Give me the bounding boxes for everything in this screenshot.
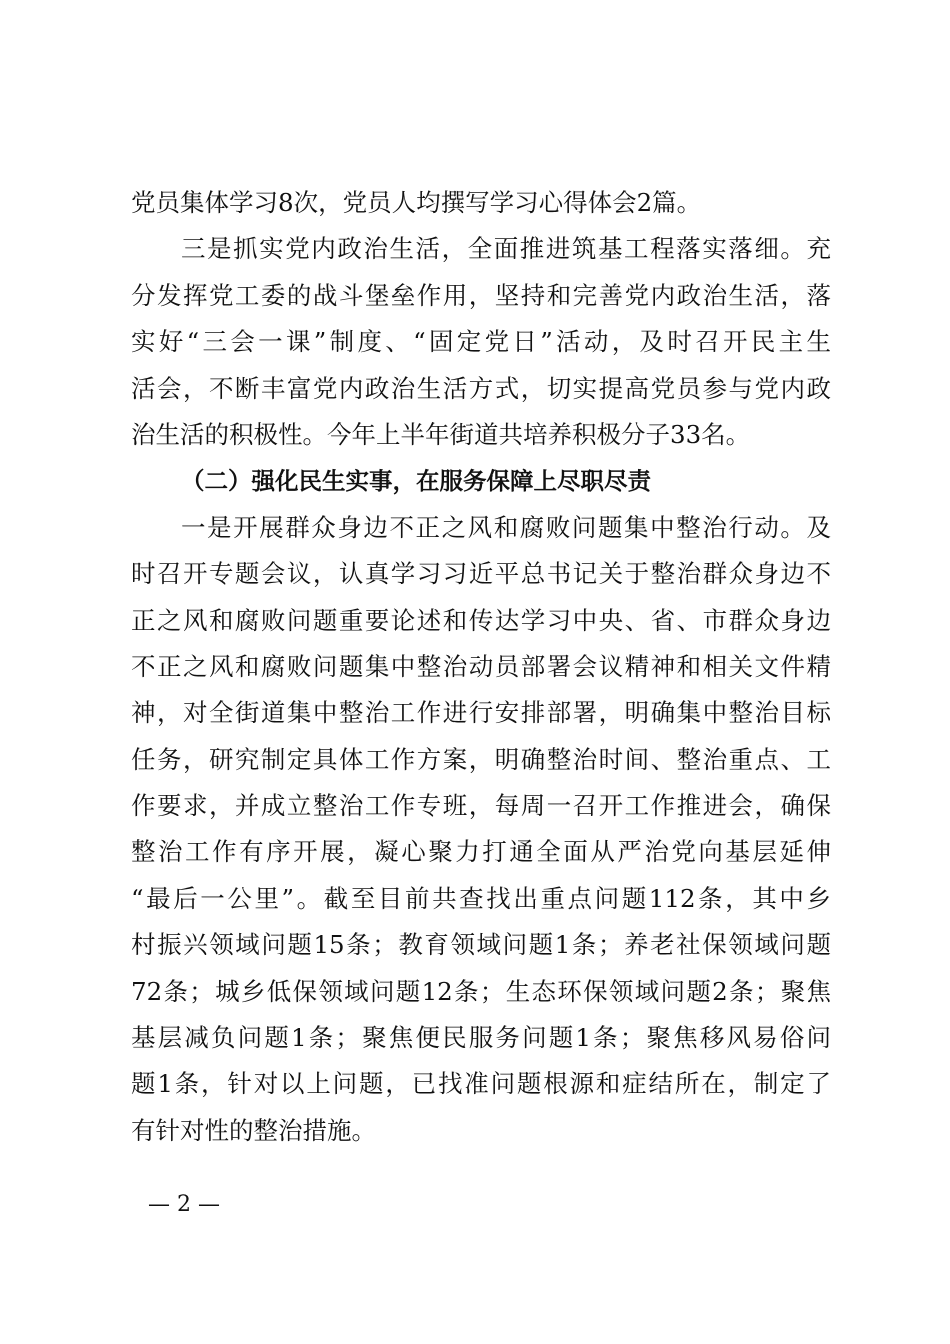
text-line: 神，对全街道集中整治工作进行安排部署，明确集中整治目标 <box>131 698 831 728</box>
text-line: 基层减负问题1条；聚焦便民服务问题1条；聚焦移风易俗问 <box>131 1023 831 1053</box>
text-line: 任务，研究制定具体工作方案，明确整治时间、整治重点、工 <box>131 744 831 774</box>
text-line: 三是抓实党内政治生活，全面推进筑基工程落实落细。充 <box>181 234 831 264</box>
text-line: 实好“三会一课”制度、“固定党日”活动，及时召开民主生 <box>131 327 831 357</box>
text-line: 时召开专题会议，认真学习习近平总书记关于整治群众身边不 <box>131 559 831 589</box>
text-line: 题1条，针对以上问题，已找准问题根源和症结所在，制定了 <box>131 1069 831 1099</box>
text-line: 村振兴领域问题15条；教育领域问题1条；养老社保领域问题 <box>131 930 831 960</box>
page-number: — 2 — <box>148 1192 220 1217</box>
text-line: 不正之风和腐败问题集中整治动员部署会议精神和相关文件精 <box>131 651 831 681</box>
text-line: 72条；城乡低保领域问题12条；生态环保领域问题2条；聚焦 <box>131 976 831 1006</box>
text-line: 整治工作有序开展，凝心聚力打通全面从严治党向基层延伸 <box>131 837 831 867</box>
text-line: 治生活的积极性。今年上半年街道共培养积极分子33名。 <box>131 419 751 449</box>
text-line: 党员集体学习8次，党员人均撰写学习心得体会2篇。 <box>131 188 702 217</box>
text-line: 活会，不断丰富党内政治生活方式，切实提高党员参与党内政 <box>131 373 831 403</box>
text-line: 一是开展群众身边不正之风和腐败问题集中整治行动。及 <box>181 512 831 542</box>
text-line: 作要求，并成立整治工作专班，每周一召开工作推进会，确保 <box>131 791 831 821</box>
text-line: 正之风和腐败问题重要论述和传达学习中央、省、市群众身边 <box>131 605 831 635</box>
text-line: 分发挥党工委的战斗堡垒作用，坚持和完善党内政治生活，落 <box>131 280 831 310</box>
section-heading: （二）强化民生实事，在服务保障上尽职尽责 <box>181 467 651 496</box>
text-line: “最后一公里”。截至目前共查找出重点问题112条，其中乡 <box>131 883 831 913</box>
body-text <box>131 180 831 1154</box>
text-line: 有针对性的整治措施。 <box>131 1115 376 1145</box>
